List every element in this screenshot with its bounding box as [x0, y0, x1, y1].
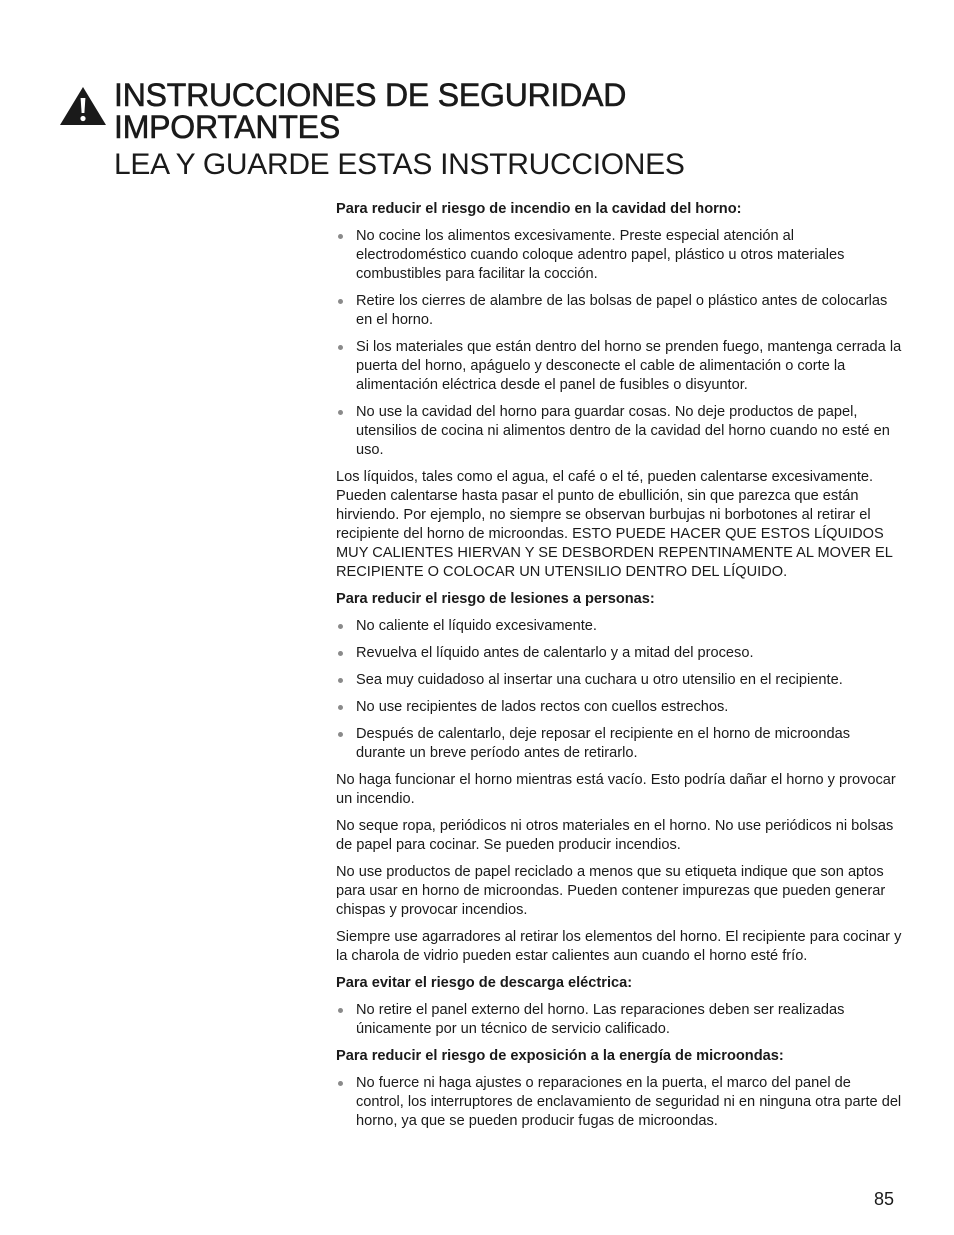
paragraph-empty-oven: No haga funcionar el horno mientras está vacío. Esto podría dañar el horno y provocar un incendio. [336, 772, 896, 807]
paragraph-drying: No seque ropa, periódicos ni otros materiales en el horno. No use periódicos ni bolsas de papel para cocinar. Se pueden producir incendios. [336, 818, 894, 853]
title-line-1: INSTRUCCIONES DE SEGURIDAD [114, 77, 627, 113]
main-content [336, 200, 902, 1139]
page-subtitle: LEA Y GUARDE ESTAS INSTRUCCIONES [114, 148, 685, 181]
list-item: No cocine los alimentos excesivamente. Preste especial atención al electrodoméstico cuando coloque adentro papel, plástico u otros materiales combustibles para facilitar la cocción. [336, 227, 902, 284]
shock-risk-list [336, 1001, 902, 1039]
warning-triangle-icon [59, 86, 107, 126]
section-heading-fire: Para reducir el riesgo de incendio en la cavidad del horno: [336, 201, 742, 217]
paragraph-oven-mitts: Siempre use agarradores al retirar los elementos del horno. El recipiente para cocinar y la charola de vidrio pueden estar calientes aun cuando el horno esté frío. [336, 929, 902, 964]
microwave-exposure-list [336, 1074, 902, 1131]
page-number: 85 [874, 1189, 895, 1209]
list-item: Después de calentarlo, deje reposar el recipiente en el horno de microondas durante un breve período antes de retirarlo. [336, 725, 902, 763]
paragraph-recycled-paper: No use productos de papel reciclado a menos que su etiqueta indique que son aptos para usar en horno de microondas. Pueden contener impurezas que pueden generar chispas y provocar incendios. [336, 864, 886, 918]
section-heading-microwave-exposure: Para reducir el riesgo de exposición a la energía de microondas: [336, 1048, 784, 1064]
list-item: Si los materiales que están dentro del horno se prenden fuego, mantenga cerrada la puerta del horno, apáguelo y desconecte el cable de alimentación o corte la alimentación eléctrica desde el panel de fusibles o disyuntor. [336, 338, 902, 395]
page-title [114, 79, 626, 143]
list-item: Retire los cierres de alambre de las bolsas de papel o plástico antes de colocarlas en el horno. [336, 292, 902, 330]
list-item: No use recipientes de lados rectos con cuellos estrechos. [336, 698, 902, 717]
section-heading-shock: Para evitar el riesgo de descarga eléctrica: [336, 975, 633, 991]
list-item: Sea muy cuidadoso al insertar una cuchara u otro utensilio en el recipiente. [336, 671, 902, 690]
section-heading-injury: Para reducir el riesgo de lesiones a personas: [336, 591, 655, 607]
list-item: No caliente el líquido excesivamente. [336, 617, 902, 636]
injury-risk-list [336, 617, 902, 763]
list-item: No fuerce ni haga ajustes o reparaciones en la puerta, el marco del panel de control, los interruptores de enclavamiento de seguridad ni en ninguna otra parte del horno, ya que se pueden producir fugas de microondas. [336, 1074, 902, 1131]
fire-risk-list [336, 227, 902, 460]
list-item: Revuelva el líquido antes de calentarlo y a mitad del proceso. [336, 644, 902, 663]
paragraph-liquids: Los líquidos, tales como el agua, el café o el té, pueden calentarse excesivamente. Pueden calentarse hasta pasar el punto de ebullición, sin que parezca que están hirviendo. Por ejemplo, no siempre se observan burbujas ni borbotones al retirar el recipiente del horno de microondas. ESTO PUEDE HACER QUE ESTOS LÍQUIDOS MUY CALIENTES HIERVAN Y SE DESBORDEN REPENTINAMENTE AL MOVER EL RECIPIENTE O COLOCAR UN UTENSILIO DENTRO DEL LÍQUIDO. [336, 469, 893, 580]
title-line-2: IMPORTANTES [114, 109, 340, 145]
list-item: No use la cavidad del horno para guardar cosas. No deje productos de papel, utensilios de cocina ni alimentos dentro de la cavidad del horno cuando no esté en uso. [336, 403, 902, 460]
list-item: No retire el panel externo del horno. Las reparaciones deben ser realizadas únicamente por un técnico de servicio calificado. [336, 1001, 902, 1039]
